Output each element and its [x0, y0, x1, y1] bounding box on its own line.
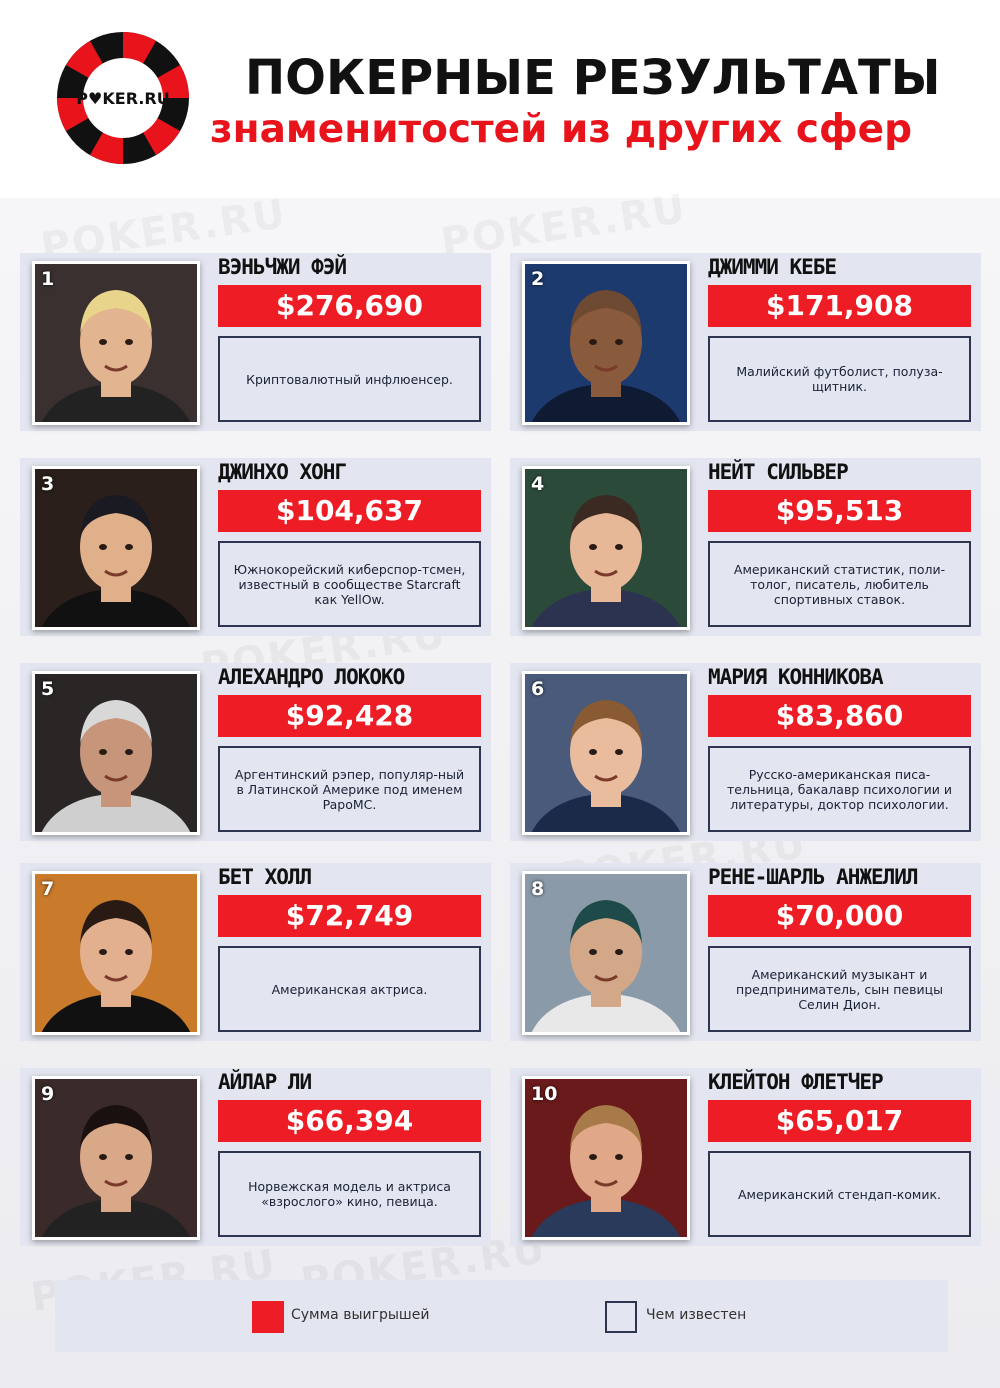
description-text: Норвежская модель и актриса «взрослого» кино, певица. — [248, 1179, 451, 1209]
rank-number: 7 — [41, 878, 55, 900]
legend-known-for-label: Чем известен — [646, 1307, 747, 1323]
celebrity-card — [20, 458, 491, 636]
celebrity-name: НЕЙТ СИЛЬВЕР — [708, 460, 848, 484]
celebrity-card — [20, 1068, 491, 1246]
winnings-amount: $65,017 — [708, 1100, 971, 1142]
celebrity-description — [708, 336, 971, 422]
celebrity-card — [510, 1068, 981, 1246]
rank-number: 5 — [41, 678, 55, 700]
header — [0, 0, 1000, 200]
celebrity-name: АЙЛАР ЛИ — [218, 1070, 312, 1094]
rank-number: 6 — [531, 678, 545, 700]
celebrity-name: ДЖИММИ КЕБЕ — [708, 255, 837, 279]
celebrity-card — [510, 863, 981, 1041]
winnings-amount: $104,637 — [218, 490, 481, 532]
celebrity-card — [20, 253, 491, 431]
legend — [55, 1280, 948, 1352]
logo-text: P♥KER.RU — [76, 89, 170, 108]
celebrity-photo — [32, 466, 200, 630]
description-text: Американский статистик, поли-толог, писатель, любитель спортивных ставок. — [733, 561, 946, 607]
celebrity-photo — [32, 871, 200, 1035]
winnings-amount: $66,394 — [218, 1100, 481, 1142]
winnings-amount: $171,908 — [708, 285, 971, 327]
rank-number: 8 — [531, 878, 545, 900]
description-text: Русско-американская писа-тельница, бакалавр психологии и литературы, доктор психологии. — [726, 766, 952, 812]
rank-number: 3 — [41, 473, 55, 495]
winnings-amount: $95,513 — [708, 490, 971, 532]
description-text: Американский музыкант и предприниматель, сын певицы Селин Дион. — [736, 966, 943, 1012]
rank-number: 1 — [41, 268, 55, 290]
celebrity-name: КЛЕЙТОН ФЛЕТЧЕР — [708, 1070, 883, 1094]
celebrity-photo — [522, 671, 690, 835]
celebrity-description — [218, 541, 481, 627]
celebrity-card — [510, 663, 981, 841]
page-subtitle: знаменитостей из других сфер — [210, 107, 913, 152]
page-title: ПОКЕРНЫЕ РЕЗУЛЬТАТЫ — [245, 50, 941, 106]
celebrity-description — [218, 746, 481, 832]
celebrity-photo — [522, 1076, 690, 1240]
description-text: Южнокорейский киберспор-тсмен, известный в сообществе Starcraft как YellOw. — [233, 561, 466, 607]
celebrity-card — [20, 663, 491, 841]
description-text: Аргентинский рэпер, популяр-ный в Латинской Америке под именем PapoMC. — [234, 766, 465, 812]
celebrity-photo — [522, 466, 690, 630]
legend-known-for-swatch — [605, 1301, 637, 1333]
description-text: Американский стендап-комик. — [737, 1186, 942, 1202]
winnings-amount: $83,860 — [708, 695, 971, 737]
celebrity-description — [708, 541, 971, 627]
celebrity-name: ВЭНЬЧЖИ ФЭЙ — [218, 255, 347, 279]
celebrity-description — [708, 946, 971, 1032]
celebrity-description — [708, 746, 971, 832]
legend-amount-swatch — [252, 1301, 284, 1333]
celebrity-photo — [522, 871, 690, 1035]
celebrity-photo — [32, 261, 200, 425]
celebrity-name: РЕНЕ-ШАРЛЬ АНЖЕЛИЛ — [708, 865, 918, 889]
description-text: Малийский футболист, полуза-щитник. — [736, 364, 943, 394]
celebrity-description — [218, 336, 481, 422]
celebrity-photo — [32, 1076, 200, 1240]
celebrity-name: АЛЕХАНДРО ЛОКОКО — [218, 665, 405, 689]
celebrity-name: БЕТ ХОЛЛ — [218, 865, 312, 889]
description-text: Криптовалютный инфлюенсер. — [246, 371, 453, 387]
celebrity-card — [510, 253, 981, 431]
winnings-amount: $92,428 — [218, 695, 481, 737]
celebrity-photo — [32, 671, 200, 835]
description-text: Американская актриса. — [271, 981, 428, 997]
rank-number: 2 — [531, 268, 545, 290]
winnings-amount: $70,000 — [708, 895, 971, 937]
celebrity-description — [218, 946, 481, 1032]
poker-ru-logo — [55, 30, 191, 166]
winnings-amount: $72,749 — [218, 895, 481, 937]
rank-number: 9 — [41, 1083, 55, 1105]
rank-number: 4 — [531, 473, 545, 495]
rank-number: 10 — [531, 1083, 558, 1105]
legend-amount-label: Сумма выигрышей — [291, 1307, 430, 1323]
celebrity-photo — [522, 261, 690, 425]
winnings-amount: $276,690 — [218, 285, 481, 327]
celebrity-name: ДЖИНХО ХОНГ — [218, 460, 347, 484]
celebrity-description — [708, 1151, 971, 1237]
celebrity-card — [510, 458, 981, 636]
celebrity-description — [218, 1151, 481, 1237]
celebrity-name: МАРИЯ КОННИКОВА — [708, 665, 883, 689]
celebrity-card — [20, 863, 491, 1041]
